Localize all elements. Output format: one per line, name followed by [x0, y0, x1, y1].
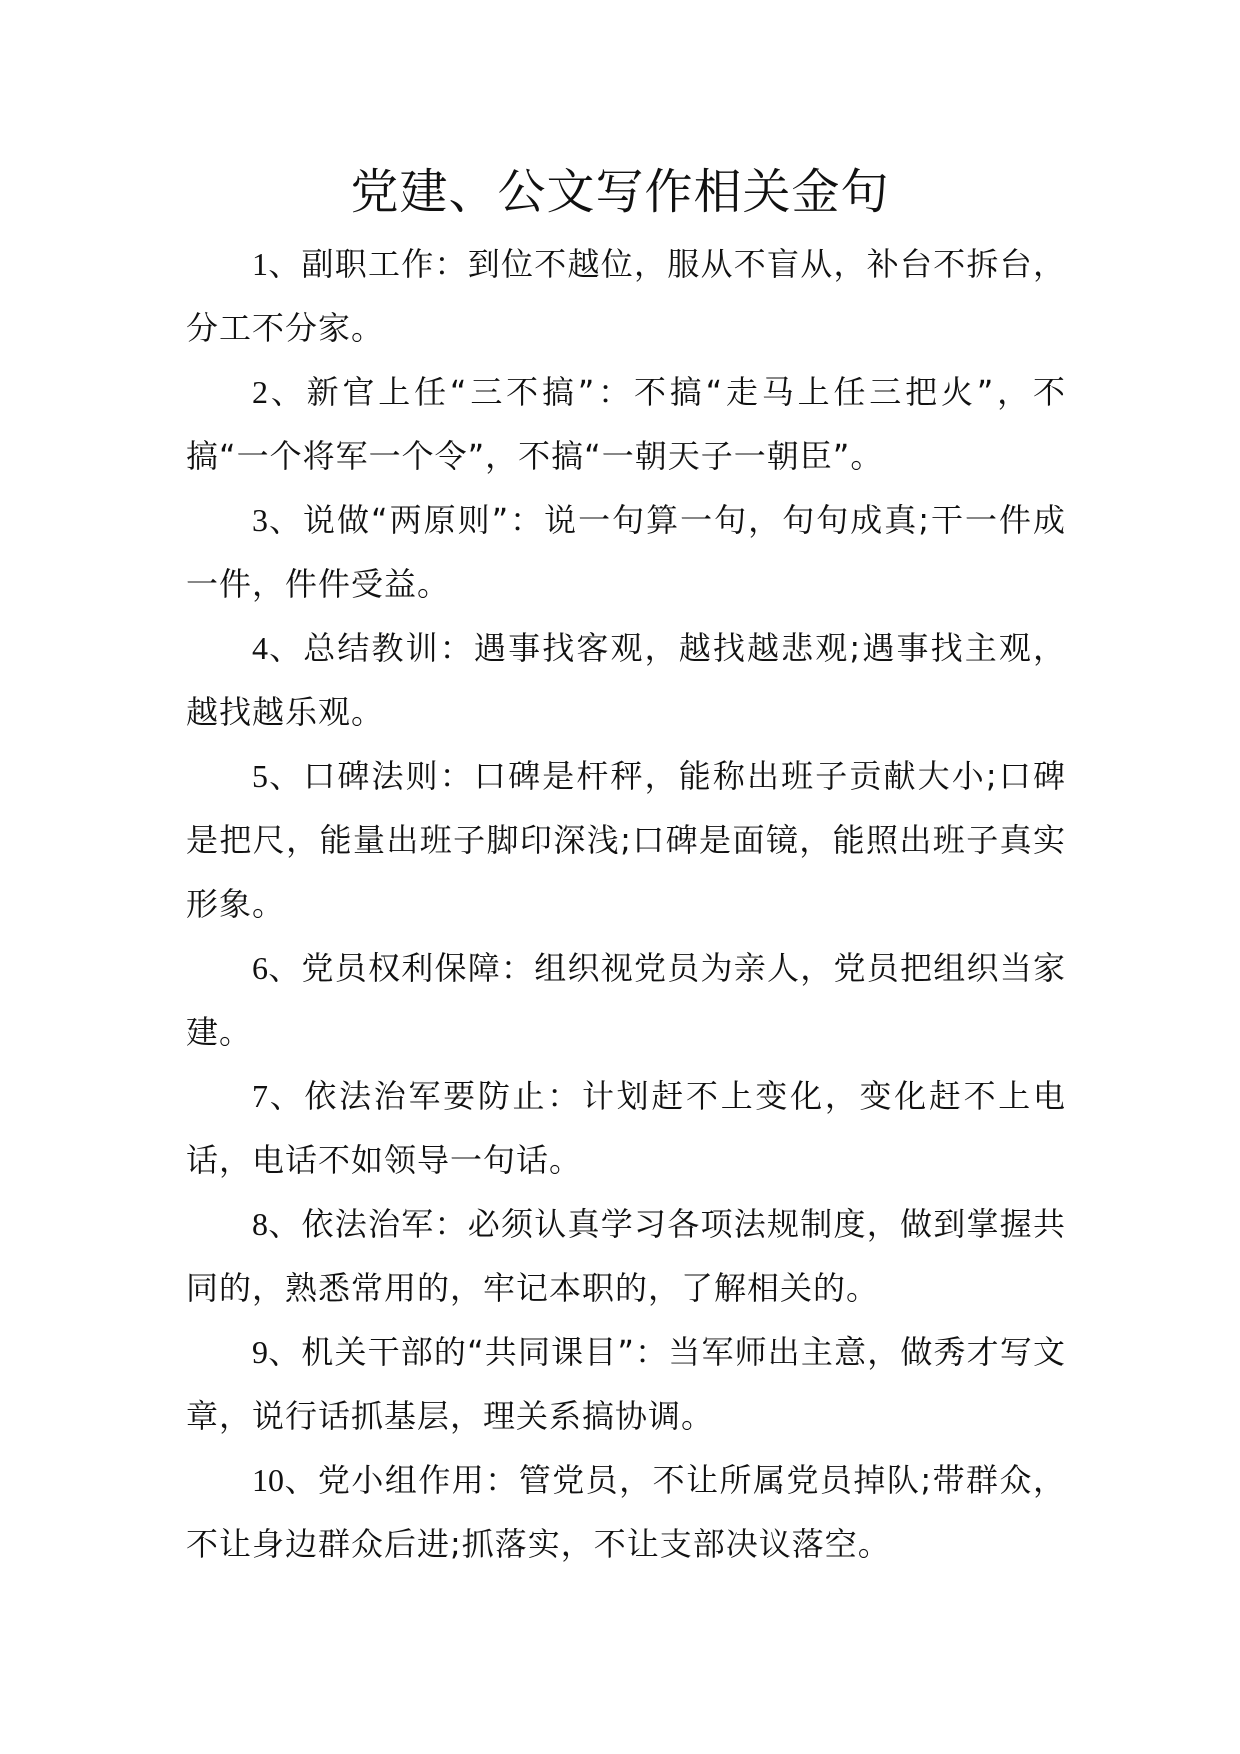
quote-text: 、口碑法则：口碑是杆秤，能称出班子贡献大小;口碑是把尺，能量出班子脚印深浅;口碑是面镜，能照出班子真实形象。 [186, 757, 1066, 923]
quote-item-9 [186, 1320, 1066, 1448]
quote-text: 、说做“两原则”：说一句算一句，句句成真;干一件成一件，件件受益。 [186, 501, 1066, 603]
quote-item-7 [186, 1064, 1066, 1192]
quote-text: 、新官上任“三不搞”：不搞“走马上任三把火”，不搞“一个将军一个令”，不搞“一朝天子一朝臣”。 [186, 373, 1066, 475]
quote-item-4 [186, 616, 1066, 744]
quote-item-5 [186, 744, 1066, 936]
quote-item-2 [186, 360, 1066, 488]
quote-number: 3 [252, 502, 268, 538]
quote-number: 9 [252, 1334, 268, 1370]
quote-item-1 [186, 232, 1066, 360]
quote-text: 、依法治军：必须认真学习各项法规制度，做到掌握共同的，熟悉常用的，牢记本职的，了解相关的。 [186, 1205, 1066, 1307]
quote-text: 、机关干部的“共同课目”：当军师出主意，做秀才写文章，说行话抓基层，理关系搞协调。 [186, 1333, 1066, 1435]
quote-item-3 [186, 488, 1066, 616]
quote-number: 2 [252, 374, 268, 410]
quote-text: 、总结教训：遇事找客观，越找越悲观;遇事找主观，越找越乐观。 [186, 629, 1066, 731]
quote-text: 、党小组作用：管党员，不让所属党员掉队;带群众，不让身边群众后进;抓落实，不让支部决议落空。 [186, 1461, 1066, 1563]
quote-number: 10 [252, 1462, 284, 1498]
quote-number: 6 [252, 950, 268, 986]
document-title: 党建、公文写作相关金句 [350, 164, 890, 220]
quote-item-6 [186, 936, 1066, 1064]
quote-number: 8 [252, 1206, 268, 1242]
quote-list [186, 232, 1066, 1576]
quote-text: 、副职工作：到位不越位，服从不盲从，补台不拆台，分工不分家。 [186, 245, 1066, 347]
quote-text: 、依法治军要防止：计划赶不上变化，变化赶不上电话，电话不如领导一句话。 [186, 1077, 1066, 1179]
quote-item-10 [186, 1448, 1066, 1576]
quote-number: 7 [252, 1078, 268, 1114]
quote-number: 5 [252, 758, 268, 794]
quote-text: 、党员权利保障：组织视党员为亲人，党员把组织当家建。 [186, 949, 1066, 1051]
quote-item-8 [186, 1192, 1066, 1320]
quote-number: 1 [252, 246, 268, 282]
quote-number: 4 [252, 630, 268, 666]
